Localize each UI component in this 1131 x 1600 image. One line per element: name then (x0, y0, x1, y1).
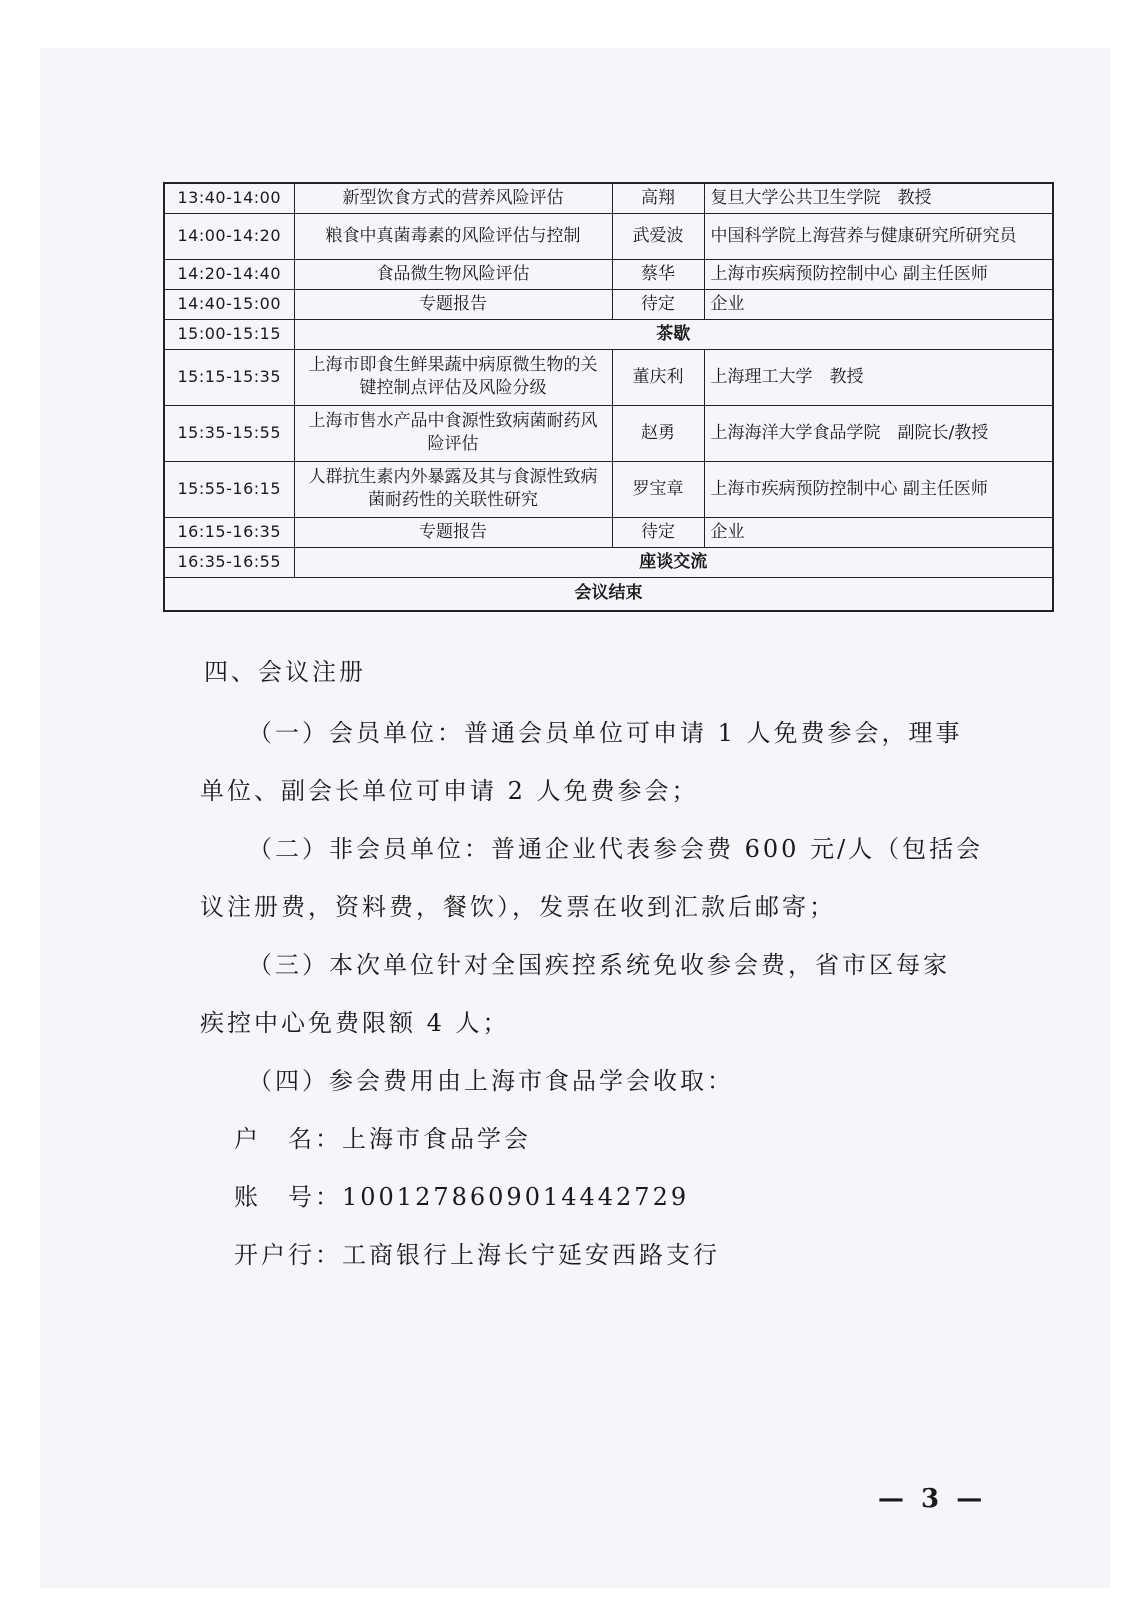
bank-branch: 开户行：工商银行上海长宁延安西路支行 (234, 1241, 720, 1269)
speaker-cell: 待定 (612, 289, 704, 319)
break-cell: 座谈交流 (294, 547, 1053, 577)
schedule-row (164, 517, 1053, 547)
break-cell: 茶歇 (294, 319, 1053, 349)
page-number: — 3 — (878, 1484, 987, 1514)
time-cell: 15:55-16:15 (164, 461, 294, 517)
schedule-row (164, 405, 1053, 461)
topic-cell: 新型饮食方式的营养风险评估 (294, 183, 612, 213)
closing-cell: 会议结束 (164, 577, 1053, 611)
schedule-row (164, 349, 1053, 405)
schedule-row (164, 213, 1053, 259)
account-number: 账 号：1001278609014442729 (234, 1183, 690, 1211)
time-cell: 15:15-15:35 (164, 349, 294, 405)
topic-cell: 上海市即食生鲜果蔬中病原微生物的关键控制点评估及风险分级 (294, 349, 612, 405)
time-cell: 15:35-15:55 (164, 405, 294, 461)
affiliation-cell: 企业 (704, 289, 1053, 319)
affiliation-cell: 复旦大学公共卫生学院 教授 (704, 183, 1053, 213)
account-name: 户 名：上海市食品学会 (234, 1125, 531, 1153)
speaker-cell: 蔡华 (612, 259, 704, 289)
speaker-cell: 董庆利 (612, 349, 704, 405)
topic-cell: 食品微生物风险评估 (294, 259, 612, 289)
affiliation-cell: 企业 (704, 517, 1053, 547)
schedule-row (164, 319, 1053, 349)
affiliation-cell: 中国科学院上海营养与健康研究所研究员 (704, 213, 1053, 259)
speaker-cell: 武爱波 (612, 213, 704, 259)
time-cell: 14:20-14:40 (164, 259, 294, 289)
item-1-line-2: 单位、副会长单位可申请 2 人免费参会； (200, 777, 699, 805)
speaker-cell: 待定 (612, 517, 704, 547)
schedule-row (164, 577, 1053, 611)
schedule-row (164, 461, 1053, 517)
topic-cell: 人群抗生素内外暴露及其与食源性致病菌耐药性的关联性研究 (294, 461, 612, 517)
time-cell: 13:40-14:00 (164, 183, 294, 213)
time-cell: 15:00-15:15 (164, 319, 294, 349)
schedule-row (164, 547, 1053, 577)
speaker-cell: 罗宝章 (612, 461, 704, 517)
schedule-row (164, 183, 1053, 213)
schedule-row (164, 289, 1053, 319)
item-1-line-1: （一）会员单位：普通会员单位可申请 1 人免费参会，理事 (248, 719, 963, 747)
affiliation-cell: 上海理工大学 教授 (704, 349, 1053, 405)
time-cell: 14:40-15:00 (164, 289, 294, 319)
topic-cell: 专题报告 (294, 517, 612, 547)
time-cell: 14:00-14:20 (164, 213, 294, 259)
time-cell: 16:35-16:55 (164, 547, 294, 577)
affiliation-cell: 上海市疾病预防控制中心 副主任医师 (704, 259, 1053, 289)
topic-cell: 粮食中真菌毒素的风险评估与控制 (294, 213, 612, 259)
affiliation-cell: 上海海洋大学食品学院 副院长/教授 (704, 405, 1053, 461)
affiliation-cell: 上海市疾病预防控制中心 副主任医师 (704, 461, 1053, 517)
section-heading: 四、会议注册 (204, 658, 366, 686)
speaker-cell: 赵勇 (612, 405, 704, 461)
speaker-cell: 高翔 (612, 183, 704, 213)
topic-cell: 专题报告 (294, 289, 612, 319)
schedule-table (163, 182, 1054, 612)
item-3-line-1: （三）本次单位针对全国疾控系统免收参会费，省市区每家 (248, 951, 950, 979)
topic-cell: 上海市售水产品中食源性致病菌耐药风险评估 (294, 405, 612, 461)
item-4: （四）参会费用由上海市食品学会收取： (248, 1067, 734, 1095)
schedule-row (164, 259, 1053, 289)
item-3-line-2: 疾控中心免费限额 4 人； (200, 1009, 510, 1037)
item-2-line-2: 议注册费，资料费，餐饮），发票在收到汇款后邮寄； (200, 893, 836, 921)
item-2-line-1: （二）非会员单位：普通企业代表参会费 600 元/人（包括会 (248, 835, 984, 863)
time-cell: 16:15-16:35 (164, 517, 294, 547)
